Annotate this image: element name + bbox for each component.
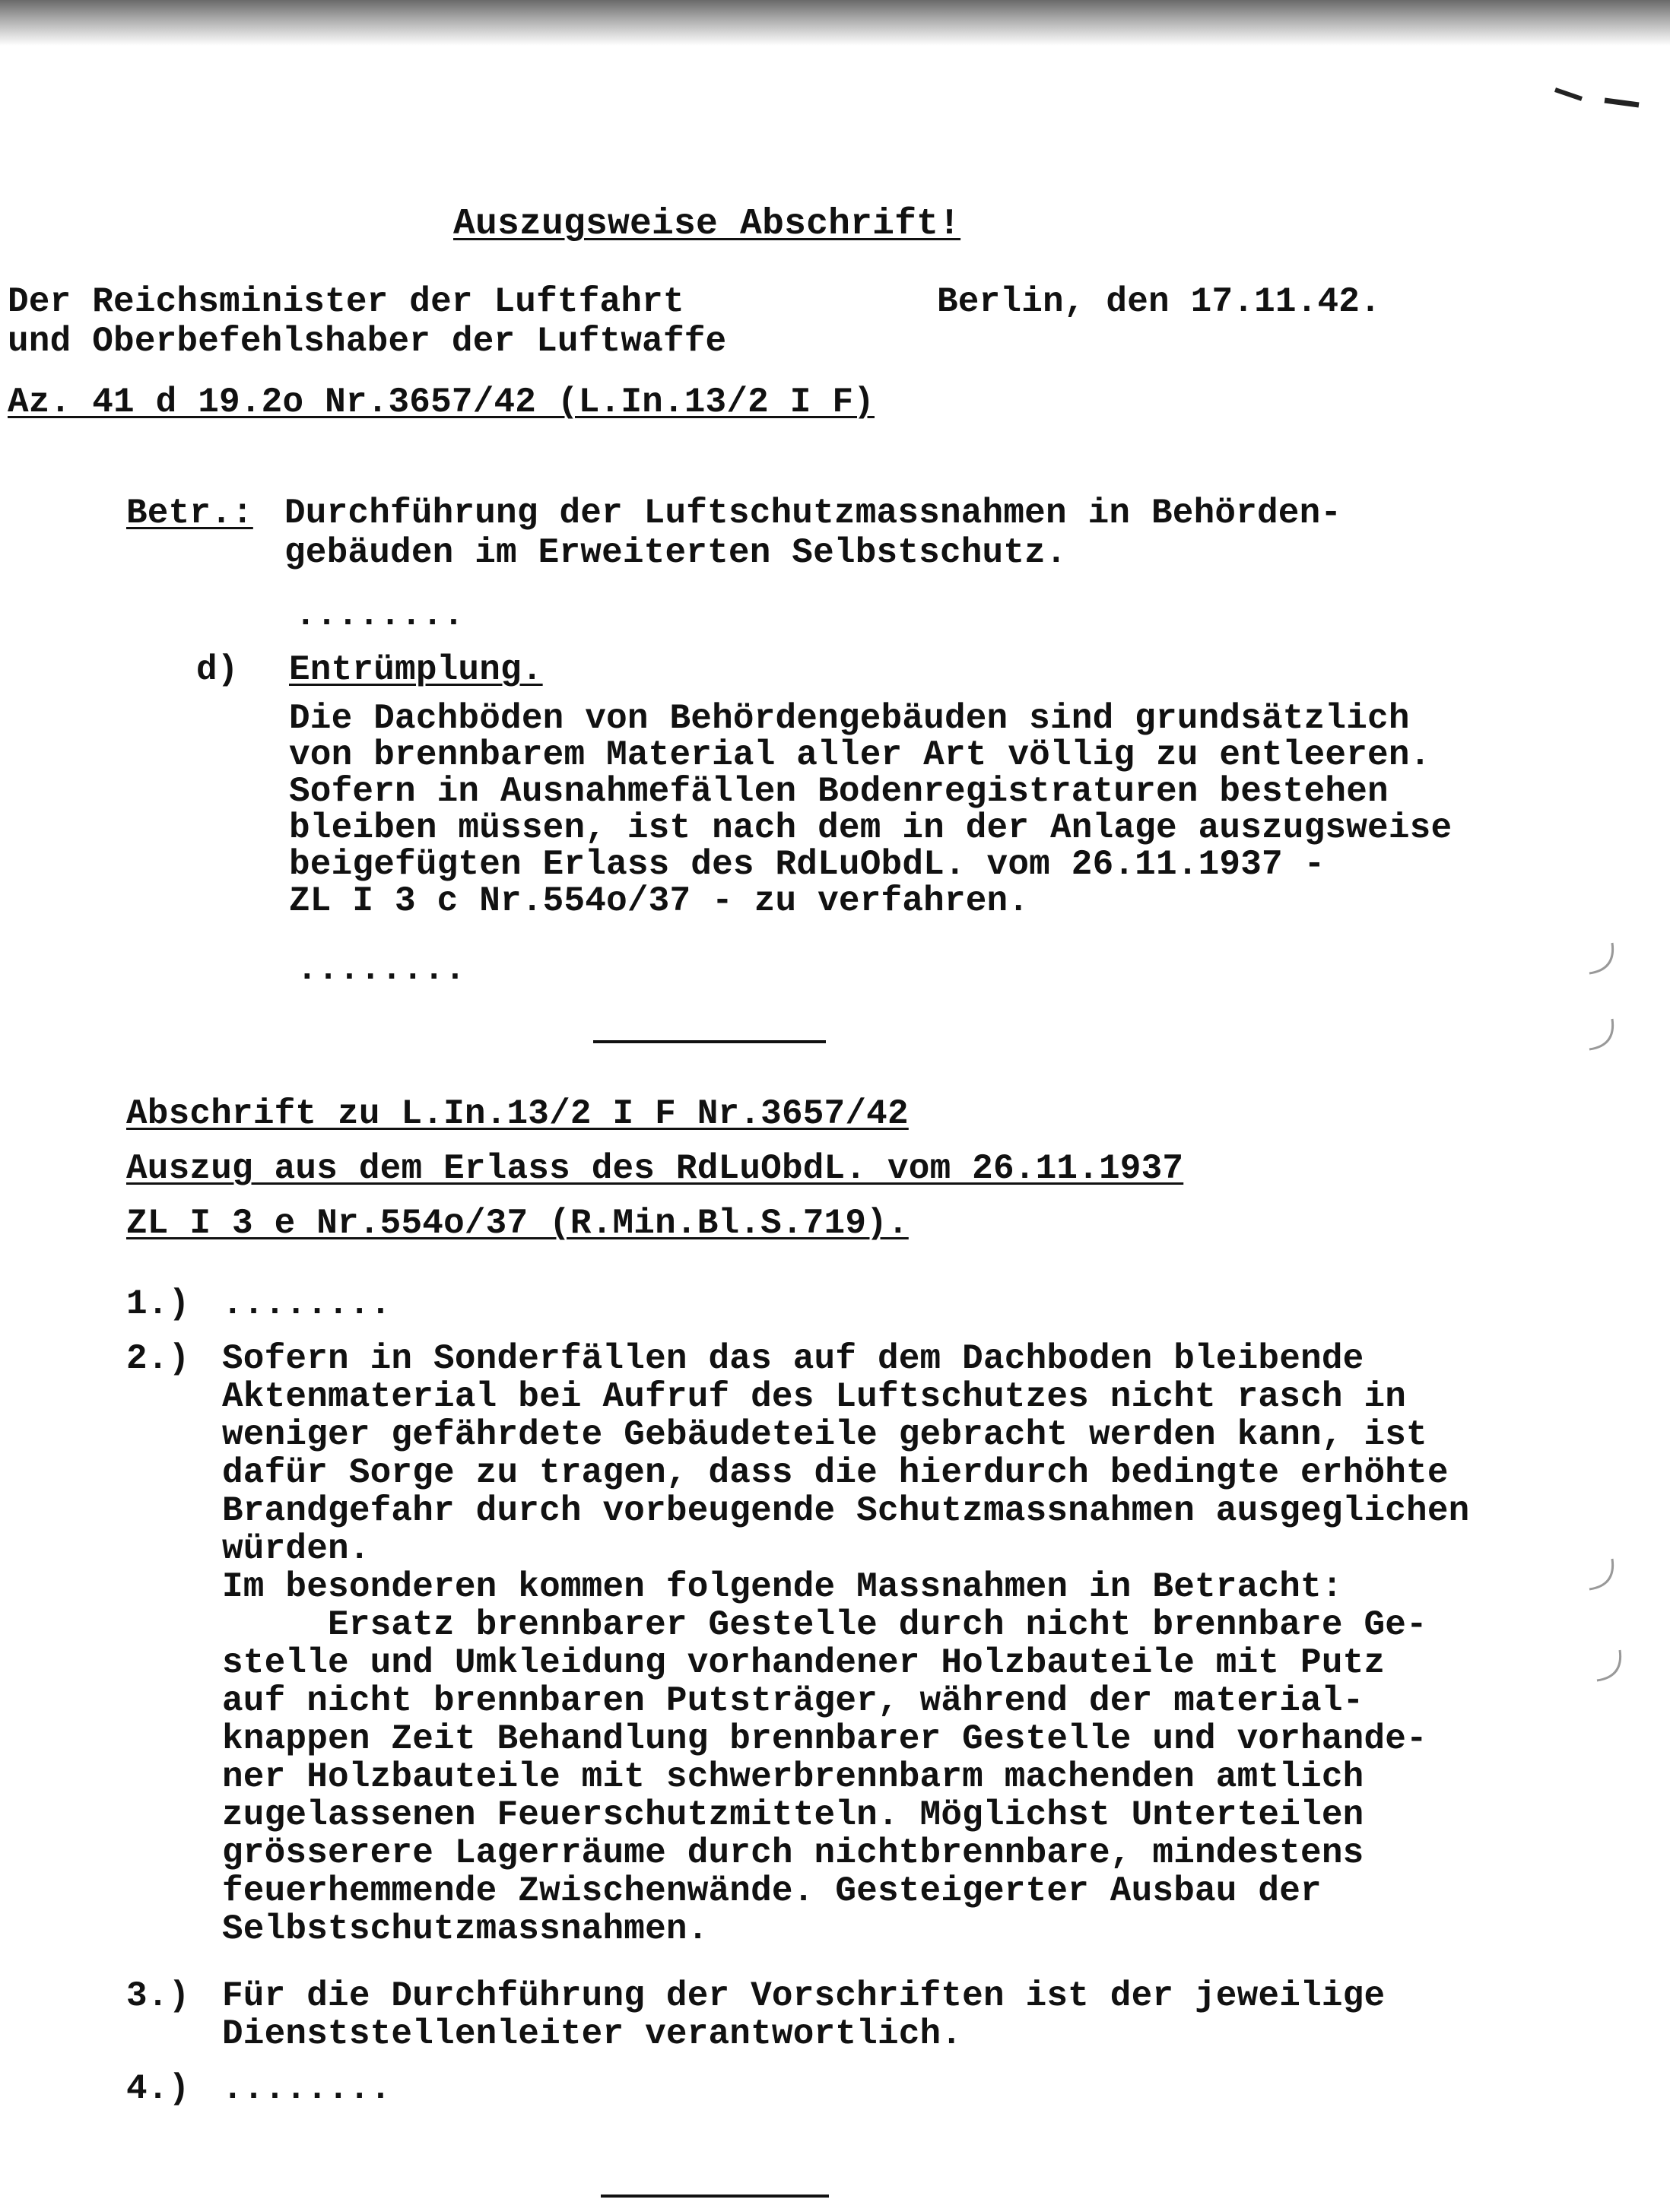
item-line: knappen Zeit Behandlung brennbarer Gestelle und vorhande- <box>222 1719 1427 1759</box>
omission-dots: ........ <box>297 950 466 989</box>
document-title: Auszugsweise Abschrift! <box>453 204 961 245</box>
sender-line-1: Der Reichsminister der Luftfahrt <box>8 282 684 322</box>
reference-number: Az. 41 d 19.2o Nr.3657/42 (L.In.13/2 I F) <box>8 382 875 422</box>
item-line: auf nicht brennbaren Putsträger, während der material- <box>222 1681 1364 1721</box>
item-line: Brandgefahr durch vorbeugende Schutzmassnahmen ausgeglichen <box>222 1491 1470 1531</box>
subject-line-2: gebäuden im Erweiterten Selbstschutz. <box>284 533 1067 573</box>
item-line: weniger gefährdete Gebäudeteile gebracht werden kann, ist <box>222 1415 1427 1455</box>
subject-label: Betr.: <box>126 493 253 533</box>
item-line: Dienststellenleiter verantwortlich. <box>222 2014 963 2054</box>
copy-header-line-3: ZL I 3 e Nr.554o/37 (R.Min.Bl.S.719). <box>126 1204 909 1243</box>
item-line: zugelassenen Feuerschutzmitteln. Möglichst Unterteilen <box>222 1795 1364 1835</box>
punch-mark <box>1582 1551 1627 1597</box>
section-line: ZL I 3 c Nr.554o/37 - zu verfahren. <box>289 881 1030 921</box>
punch-mark <box>1582 1011 1627 1057</box>
punch-mark <box>1582 935 1627 981</box>
item-line: grösserere Lagerräume durch nichtbrennbare, mindestens <box>222 1833 1364 1873</box>
item-line: Für die Durchführung der Vorschriften ist der jeweilige <box>222 1976 1386 2016</box>
place-date: Berlin, den 17.11.42. <box>937 282 1381 322</box>
item-line: stelle und Umkleidung vorhandener Holzbauteile mit Putz <box>222 1643 1386 1683</box>
omission-dots: ........ <box>222 1284 392 1324</box>
separator-rule <box>601 2195 829 2198</box>
item-line: Ersatz brennbarer Gestelle durch nicht brennbare Ge- <box>222 1605 1427 1645</box>
section-marker: d) <box>196 650 239 690</box>
section-heading: Entrümplung. <box>289 650 543 690</box>
omission-dots: ........ <box>222 2069 392 2109</box>
item-number: 4.) <box>126 2069 190 2109</box>
sender-line-2: und Oberbefehlshaber der Luftwaffe <box>8 322 727 361</box>
item-line: Sofern in Sonderfällen das auf dem Dachboden bleibende <box>222 1339 1364 1379</box>
copy-header-line-1: Abschrift zu L.In.13/2 I F Nr.3657/42 <box>126 1094 909 1134</box>
item-line: feuerhemmende Zwischenwände. Gesteigerter Ausbau der <box>222 1871 1322 1911</box>
punch-mark <box>1589 1642 1635 1688</box>
item-line: würden. <box>222 1529 370 1569</box>
item-number: 2.) <box>126 1339 190 1379</box>
separator-rule <box>593 1040 826 1043</box>
section-line: von brennbarem Material aller Art völlig zu entleeren. <box>289 735 1431 775</box>
item-line: dafür Sorge zu tragen, dass die hierdurch bedingte erhöhte <box>222 1453 1449 1493</box>
subject-line-1: Durchführung der Luftschutzmassnahmen in Behörden- <box>284 493 1342 533</box>
copy-header-line-2: Auszug aus dem Erlass des RdLuObdL. vom 26.11.1937 <box>126 1149 1184 1189</box>
section-line: Sofern in Ausnahmefällen Bodenregistraturen bestehen <box>289 772 1389 811</box>
item-line: ner Holzbauteile mit schwerbrennbarm machenden amtlich <box>222 1757 1364 1797</box>
section-line: Die Dachböden von Behördengebäuden sind grundsätzlich <box>289 699 1410 738</box>
item-number: 1.) <box>126 1284 190 1324</box>
item-line: Im besonderen kommen folgende Massnahmen in Betracht: <box>222 1567 1343 1607</box>
section-line: beigefügten Erlass des RdLuObdL. vom 26.11.1937 - <box>289 845 1326 884</box>
scan-top-edge <box>0 0 1670 46</box>
item-line: Aktenmaterial bei Aufruf des Luftschutzes nicht rasch in <box>222 1377 1407 1417</box>
item-number: 3.) <box>126 1976 190 2016</box>
section-line: bleiben müssen, ist nach dem in der Anlage auszugsweise <box>289 808 1453 848</box>
pencil-mark <box>1551 82 1643 113</box>
omission-dots: ........ <box>295 595 465 635</box>
item-line: Selbstschutzmassnahmen. <box>222 1909 709 1949</box>
